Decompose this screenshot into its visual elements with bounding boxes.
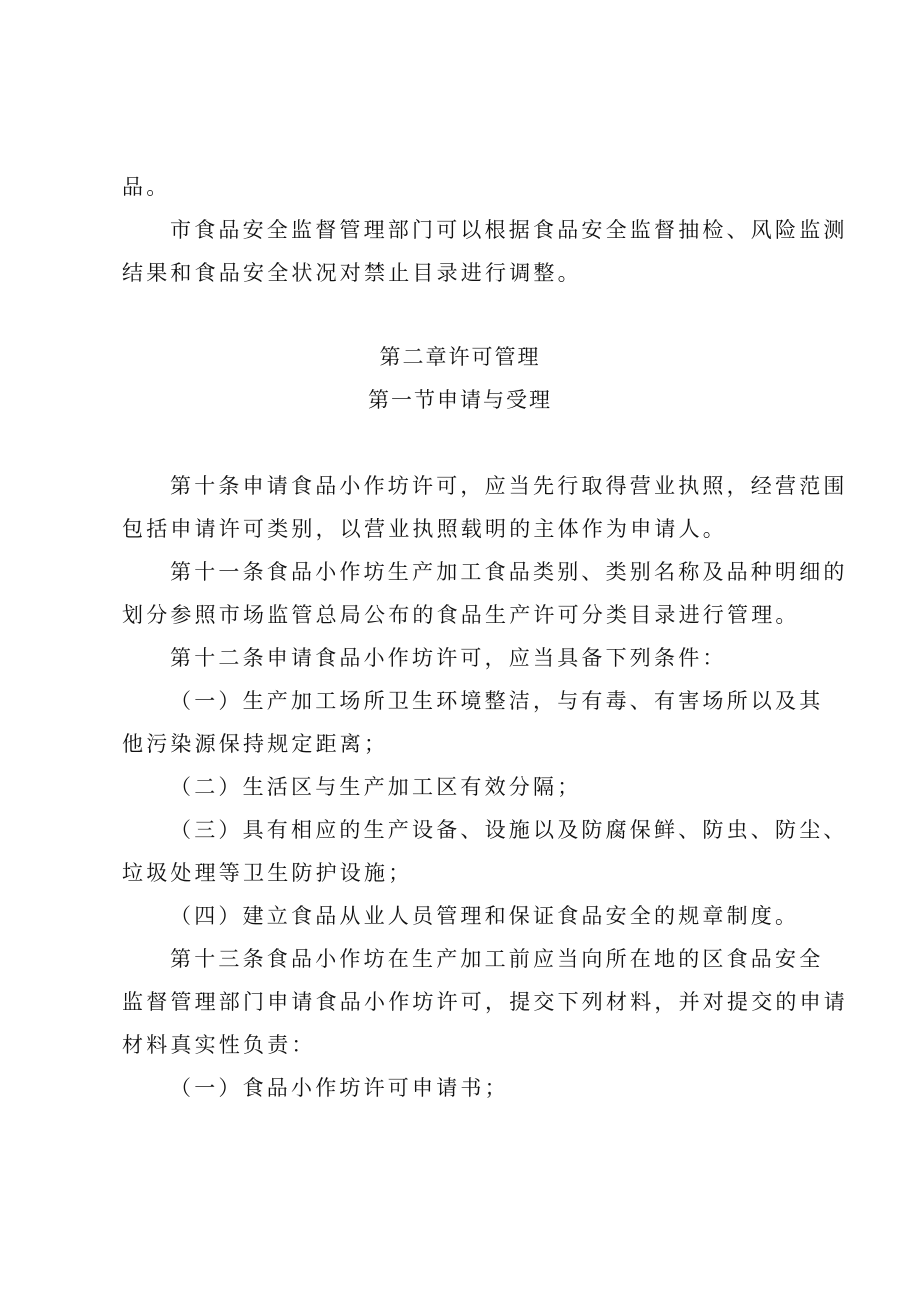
paragraph-adjust-catalog-cont: 结果和食品安全状况对禁止目录进行调整。	[122, 261, 582, 285]
article-13: 第十三条食品小作坊在生产加工前应当向所在地的区食品安全	[170, 947, 824, 971]
article-13-cont: 监督管理部门申请食品小作坊许可，提交下列材料，并对提交的申请	[122, 990, 848, 1014]
article-11: 第十一条食品小作坊生产加工食品类别、类别名称及品种明细的	[170, 560, 848, 584]
paragraph-adjust-catalog: 市食品安全监督管理部门可以根据食品安全监督抽检、风险监测	[170, 218, 848, 242]
article-12: 第十二条申请食品小作坊许可，应当具备下列条件：	[170, 646, 727, 670]
article-12-item-3-cont: 垃圾处理等卫生防护设施；	[122, 861, 413, 885]
article-10-cont: 包括申请许可类别，以营业执照载明的主体作为申请人。	[122, 517, 727, 541]
article-12-item-1: （一）生产加工场所卫生环境整洁，与有毒、有害场所以及其	[170, 689, 824, 713]
section-heading: 第一节申请与受理	[368, 388, 552, 412]
article-12-item-3: （三）具有相应的生产设备、设施以及防腐保鲜、防虫、防尘、	[170, 818, 848, 842]
article-11-cont: 划分参照市场监管总局公布的食品生产许可分类目录进行管理。	[122, 603, 800, 627]
article-12-item-1-cont: 他污染源保持规定距离；	[122, 732, 389, 756]
text-line-continuation: 品。	[122, 175, 171, 199]
article-12-item-2: （二）生活区与生产加工区有效分隔；	[170, 775, 582, 799]
article-10: 第十条申请食品小作坊许可，应当先行取得营业执照，经营范围	[170, 474, 848, 498]
article-12-item-4: （四）建立食品从业人员管理和保证食品安全的规章制度。	[170, 904, 800, 928]
chapter-heading: 第二章许可管理	[379, 345, 541, 369]
article-13-item-1: （一）食品小作坊许可申请书；	[170, 1076, 509, 1100]
article-13-cont-2: 材料真实性负责：	[122, 1033, 316, 1057]
